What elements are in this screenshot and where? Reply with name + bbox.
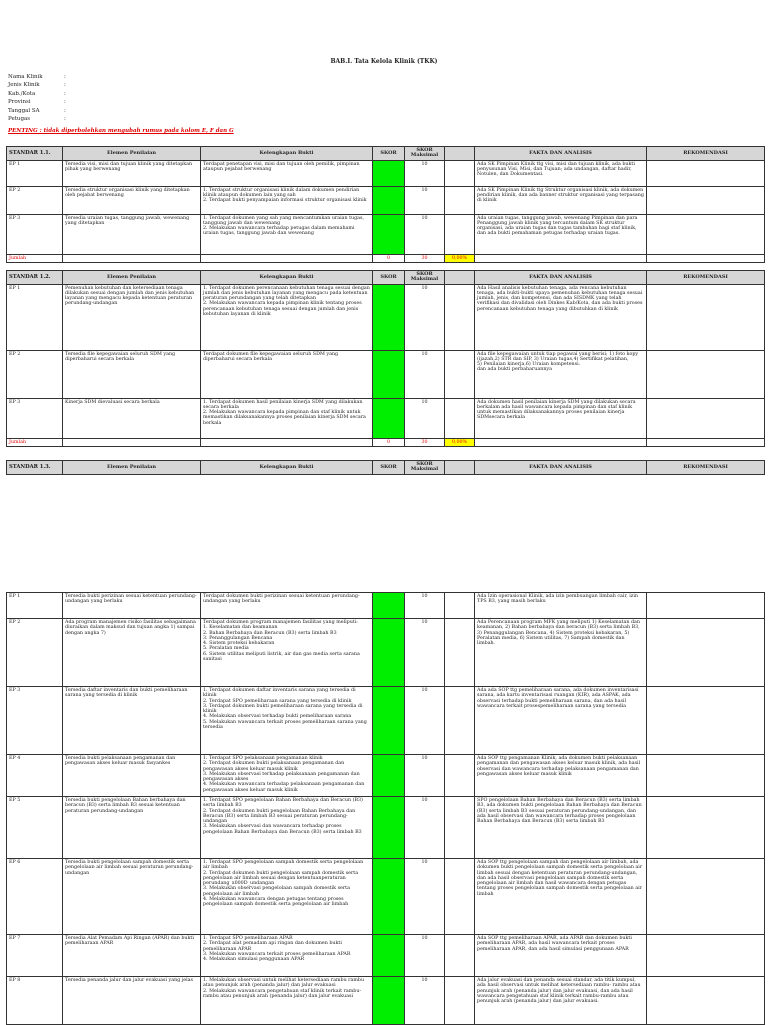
header-bukti: Kelengkapan Bukti (201, 147, 373, 161)
bukti-cell: 1. Terdapat SPO pengelolaan Bahan Berbahaya dan Beracun (B3) serta limbah B3 2. Terdapat dokumen bukti pengelolaan Bahan Berbahaya dan Beracun (B3) serta limbah B3 sesuai peraturan perundang-undangan 3. Melakukan observasi dan wawancara terhadap proses pengelolaan Bahan Berbahaya dan Beracun (B3) serta limbah B3 (201, 797, 373, 859)
bukti-cell: Terdapat dokumen program manajemen fasilitas yang meliputi: 1. Keselamatan dan keamanan 2. Bahan Berbahaya dan Beracun (B3) serta limbah B3 3. Penanggulangan Bencana 4. Sistem proteksi kebakaran 5. Peralatan media 6. Sistem utilitas meliputi listrik, air dan gas media serta sarana sanitasi (201, 619, 373, 687)
page-title: BAB.I. Tata Kelola Klinik (TKK) (330, 58, 438, 65)
header-fakta: FAKTA DAN ANALISIS (475, 147, 647, 161)
header-percent (445, 147, 475, 161)
percent-cell (445, 186, 475, 214)
rekomendasi-input[interactable] (647, 186, 765, 214)
skor-max-cell: 10 (405, 935, 445, 977)
clinic-info-label: Petugas (8, 116, 31, 123)
table-row (7, 398, 765, 438)
table-row (7, 797, 765, 859)
ep-label: EP 3 (7, 687, 63, 755)
rekomendasi-input[interactable] (647, 593, 765, 619)
jumlah-row (7, 438, 765, 446)
standar-1-2-table (6, 270, 765, 447)
empty-cell (201, 254, 373, 262)
table-row (7, 619, 765, 687)
jumlah-percent: 0,00% (445, 438, 475, 446)
fakta-cell: Ada jalur evakuasi dan penanda sesuai standar, ada titik kumpul, ada hasil observasi untuk melihat ketersediaan rambu- rambu atau penunjuk arah (penanda jalur) dan jalur evakuasi, dan ada hasil wawancara pengetahuan staf klinik terkait rambu-rambu atau penunjuk arah (penanda jalur) dan jalur evakuasi. (475, 977, 647, 1025)
clinic-info-separator: : (64, 99, 66, 106)
percent-cell (445, 284, 475, 350)
elemen-cell: Kinerja SDM dievaluasi secara berkala (63, 398, 201, 438)
standar-label: STANDAR 1.3. (7, 461, 63, 475)
header-skor: SKOR (373, 147, 405, 161)
rekomendasi-input[interactable] (647, 755, 765, 797)
table-row (7, 755, 765, 797)
standar-1-3-table (6, 592, 765, 1025)
table-row (7, 214, 765, 254)
header-bukti: Kelengkapan Bukti (201, 271, 373, 285)
skor-input[interactable] (373, 797, 405, 859)
jumlah-skor: 0 (373, 438, 405, 446)
table-header-row (7, 461, 765, 475)
header-bukti: Kelengkapan Bukti (201, 461, 373, 475)
bukti-cell: Terdapat penetapan visi, misi dan tujuan oleh pemilik, pimpinan ataupun pejabat berwenang (201, 160, 373, 186)
percent-cell (445, 214, 475, 254)
bukti-cell: 1. Terdapat SPO pengelolaan sampah domestik serta pengelolaan air limbah 2. Terdapat dokumen bukti pengelolaan sampah domestik serta pengelolaan air limbah sesuai dengan ketentuanperaturan perundang_x000D_undangan 3. Melakukan observasi pengelolaan sampah domestik serta pengelolaan air limbah 4. Melakukan wawancara dengan petugas tentang proses pengelolaan sampah domestik serta pengelolaan air limbah (201, 859, 373, 935)
elemen-cell: Tersedia Alat Pemadam Api Ringan (APAR) dan bukti pemeliharaan APAR (63, 935, 201, 977)
ep-label: EP 3 (7, 214, 63, 254)
bukti-cell: 1. Terdapat dokumen daftar inventaris sarana yang tersedia di klinik 2. Terdapat SPO pemeliharaan sarana yang tersedia di klinik 3. Terdapat dokumen bukti pemeliharaan sarana yang tersedia di klinik 4. Melakukan observasi terhadap bukti pemeliharaan sarana 5. Melakukan wawancara terkait proses pemeliharaan sarana yang tersedia (201, 687, 373, 755)
ep-label: EP 2 (7, 186, 63, 214)
header-rekomendasi: REKOMENDASI (647, 461, 765, 475)
table-row (7, 160, 765, 186)
skor-input[interactable] (373, 284, 405, 350)
clinic-info-separator: : (64, 107, 66, 114)
rekomendasi-input[interactable] (647, 214, 765, 254)
rekomendasi-input[interactable] (647, 859, 765, 935)
skor-max-cell: 10 (405, 350, 445, 398)
rekomendasi-input[interactable] (647, 619, 765, 687)
header-skor: SKOR (373, 271, 405, 285)
elemen-cell: Tersedia daftar inventaris dan bukti pemeliharaan sarana yang tersedia di klinik (63, 687, 201, 755)
jumlah-max: 30 (405, 438, 445, 446)
jumlah-skor: 0 (373, 254, 405, 262)
fakta-cell: Ada uraian tugas, tanggung jawab, wewenang Pimpinan dan para Penanggung jawab klinik yang tercantum dalam SK struktur organisasi, ada uraian tugas dan tugas tambahan bagi staf klinik, dan ada bukti pemahaman petugas terhadap uraian tugas. (475, 214, 647, 254)
percent-cell (445, 619, 475, 687)
elemen-cell: Tersedia bukti pengelolaan Bahan berbahaya dan beracun (B3) serta limbah B3 sesuai ketentuan peraturan perundang-undangan (63, 797, 201, 859)
elemen-cell: Ada program manajemen risiko fasilitas sebagaimana diuraikan dalam maksud dan tujuan angka 1) sampai dengan angka 7) (63, 619, 201, 687)
percent-cell (445, 350, 475, 398)
ep-label: EP 4 (7, 755, 63, 797)
clinic-info-label: Jenis Klinik (8, 82, 40, 89)
ep-label: EP 5 (7, 797, 63, 859)
standar-label: STANDAR 1.1. (7, 147, 63, 161)
header-skor-max: SKOR Maksimal (405, 271, 445, 285)
header-skor: SKOR (373, 461, 405, 475)
ep-label: EP 2 (7, 619, 63, 687)
jumlah-row (7, 254, 765, 262)
fakta-cell: Ada Hasil analisis kebutuhan tenaga, ada rencana kebutuhan tenaga, ada bukti-bukti upaya pemenuhan kebutuhan tenaga sesuai jumlah, jenis, dan kompetensi, dan ada SISDMK yang telah verifikasi dan divalidasi oleh Dinkes Kab/Kota, dan ada bukti proses perencanaan kebutuhan tenaga yang dibutuhkan di klinik (475, 284, 647, 350)
skor-input[interactable] (373, 593, 405, 619)
empty-cell (647, 254, 765, 262)
clinic-info-label: Nama Klinik (8, 74, 43, 80)
clinic-info-row (8, 98, 66, 106)
header-fakta: FAKTA DAN ANALISIS (475, 461, 647, 475)
header-elemen: Elemen Penilaian (63, 271, 201, 285)
jumlah-percent: 0,00% (445, 254, 475, 262)
empty-cell (475, 438, 647, 446)
skor-max-cell: 10 (405, 859, 445, 935)
skor-max-cell: 10 (405, 186, 445, 214)
standar-1-1-table (6, 146, 765, 263)
fakta-cell: Ada ada SOP ttg pemeliharaan sarana, ada dokumen inventarisasi sarana, ada kartu inventarisasi ruangan (KIR), ada ASPAK, ada observasi terhadap bukti pemeliharaan sarana, dan ada hasil wawancara terkait prosespemeliharaan sarana yang tersedia (475, 687, 647, 755)
clinic-info (8, 73, 66, 123)
percent-cell (445, 797, 475, 859)
clinic-info-row (8, 115, 66, 123)
header-skor-max: SKOR Maksimal (405, 147, 445, 161)
header-elemen: Elemen Penilaian (63, 147, 201, 161)
bukti-cell: 1. Terdapat dokumen hasil penilaian kinerja SDM yang dilakukan secara berkala 2. Melakukan wawancara kepada pimpinan dan staf klinik untuk memastikan dilaksanakannya proses penilaian kinerja SDM secara berkala (201, 398, 373, 438)
table-row (7, 977, 765, 1025)
header-rekomendasi: REKOMENDASI (647, 271, 765, 285)
fakta-cell: Ada SOP ttg pemeliharaan APAR, ada APAR dan dokumen bukti pemeliharaan APAR, ada hasil wawancara terkait proses pemeliharaan APAR, dan ada hasil simulasi penggunaan APAR (475, 935, 647, 977)
table-row (7, 859, 765, 935)
elemen-cell: Tersedia bukti perizinan sesuai ketentuan perundang-undangan yang berlaku (63, 593, 201, 619)
clinic-info-row (8, 90, 66, 98)
bukti-cell: Terdapat dokumen file kepegawaian seluruh SDM yang diperbaharui secara berkala (201, 350, 373, 398)
clinic-info-separator: : (64, 116, 66, 123)
fakta-cell: SPO pengelolaan Bahan Berbahaya dan Beracun (B3) serta limbah B3, ada dokumen bukti pengelolaan Bahan Berbahaya dan Beracun (B3) serta limbah B3 sesuai peraturan perundang-undangan, dan ada hasil observasi dan wawancara terhadap proses pengelolaan Bahan Berbahaya dan Beracun (B3) serta limbah B3 (475, 797, 647, 859)
elemen-cell: Tersedia penanda jalur dan jalur evakuasi yang jelas (63, 977, 201, 1025)
empty-cell (475, 254, 647, 262)
skor-input[interactable] (373, 619, 405, 687)
bukti-cell: Terdapat dokumen bukti perizinan sesuai ketentuan perundang-undangan yang berlaku (201, 593, 373, 619)
header-percent (445, 271, 475, 285)
rekomendasi-input[interactable] (647, 687, 765, 755)
skor-max-cell: 10 (405, 755, 445, 797)
elemen-cell: Tersedia struktur organisasi klinik yang ditetapkan oleh pejabat berwenang (63, 186, 201, 214)
table-row (7, 593, 765, 619)
clinic-info-separator: : (64, 90, 66, 97)
ep-label: EP 1 (7, 593, 63, 619)
bukti-cell: 1. Terdapat struktur organisasi klinik dalam dokumen pendirian klinik ataupun dokumen lain yang sah 2. Terdapat bukti penyampaian informasi struktur organisasi klinik (201, 186, 373, 214)
skor-input[interactable] (373, 687, 405, 755)
rekomendasi-input[interactable] (647, 160, 765, 186)
ep-label: EP 6 (7, 859, 63, 935)
clinic-info-label: Provinsi (8, 99, 31, 106)
fakta-cell: Ada dokumen hasil penilaian kinerja SDM yang dilakukan secara berkalam ada hasil wawancara kepada pimpinan dan staf klinik untuk memastikan dilaksanakannya proses penilaian kinerja SDMsecara berkala (475, 398, 647, 438)
bukti-cell: 1. Terdapat dokumen perencanaan kebutuhan tenaga sesuai dengan jumlah dan jenis kebutuhan layanan yang mengacu pada ketentuan peraturan perundangan yang telah ditetapkan 2. Melakukan wawancara kepada pimpinan klinik tentang proses perencanaan kebutuhan tenaga sesuai dengan jumlah dan jenis kebutuhan layanan di klinik (201, 284, 373, 350)
clinic-info-row (8, 81, 66, 89)
header-rekomendasi: REKOMENDASI (647, 147, 765, 161)
header-fakta: FAKTA DAN ANALISIS (475, 271, 647, 285)
table-row (7, 186, 765, 214)
elemen-cell: Tersedia bukti pelaksanaan pengamanan dan pengawasan akses keluar masuk fasyankes (63, 755, 201, 797)
skor-max-cell: 10 (405, 214, 445, 254)
jumlah-max: 30 (405, 254, 445, 262)
clinic-info-row (8, 73, 66, 81)
fakta-cell: Ada file kepegawaian untuk tiap pegawai yang berisi; 1) foto kopy (ijazah,2) STR dan SIP, 3) Uraian tugas,4) Sertifikat pelatihan, 5) Penilaian kinerja,6) Uraian kompetensi. dan ada bukti perbaharuannya (475, 350, 647, 398)
skor-max-cell: 10 (405, 619, 445, 687)
empty-cell (63, 254, 201, 262)
percent-cell (445, 859, 475, 935)
header-elemen: Elemen Penilaian (63, 461, 201, 475)
ep-label: EP 2 (7, 350, 63, 398)
skor-input[interactable] (373, 186, 405, 214)
skor-input[interactable] (373, 755, 405, 797)
table-header-row (7, 147, 765, 161)
empty-cell (63, 438, 201, 446)
empty-cell (647, 438, 765, 446)
ep-label: EP 7 (7, 935, 63, 977)
skor-max-cell: 10 (405, 797, 445, 859)
fakta-cell: Ada SOP ttg pengamanan Klinik, ada dokumen bukti pelaksanaan pengamanan dan pengawasan akses keluar masuk klinik, ada hasil observasi dan wawancara terhadap pelaksanaan pengamanan dan pengawasan akses keluar masuk klinik (475, 755, 647, 797)
table-header-row (7, 271, 765, 285)
clinic-info-separator: : (64, 74, 66, 80)
percent-cell (445, 593, 475, 619)
ep-label: EP 8 (7, 977, 63, 1025)
skor-max-cell: 10 (405, 977, 445, 1025)
clinic-info-label: Kab./Kota (8, 90, 36, 97)
clinic-info-row (8, 107, 66, 115)
formula-warning: PENTING : tidak diperbolehkan mengubah rumus pada kolom E, F dan G (8, 128, 234, 134)
rekomendasi-input[interactable] (647, 977, 765, 1025)
skor-input[interactable] (373, 214, 405, 254)
fakta-cell: Ada SK Pimpinan Klinik ttg visi, misi dan tujuan klinik, ada bukti penyusunan Visi, Misi, dan Tujuan; ada undangan, daftar hadir, Notulen, dan Dokumentasi. (475, 160, 647, 186)
jumlah-label: Jumlah (7, 254, 63, 262)
ep-label: EP 1 (7, 284, 63, 350)
fakta-cell: Ada SOP ttg pengelolaan sampah dan pengelolaan air limbah, ada dokumen bukti pengelolaan sampah domestik serta pengelolaan air limbah sesuai dengan ketentuan peraturan perundang-undangan, dan ada hasil observasi pengelolaan sampah domestik serta pengelolaan air limbah dan hasil wawancara dengan petugas tentang proses pengelolaan sampah domestik serta pengelolaan air limbah (475, 859, 647, 935)
rekomendasi-input[interactable] (647, 797, 765, 859)
table-row (7, 687, 765, 755)
fakta-cell: Ada SK Pimpinan Klinik ttg Struktur organisasi klinik, ada dokumen pendirian klinik, dan ada banner struktur organisasi yang terpasang di klinik (475, 186, 647, 214)
jumlah-label: Jumlah (7, 438, 63, 446)
elemen-cell: Pemenuhan kebutuhan dan ketersediaan tenaga dilakukan sesuai dengan jumlah dan jenis kebutuhan layanan yang mengacu kepada ketentuan peraturan perundang-undangan (63, 284, 201, 350)
percent-cell (445, 977, 475, 1025)
percent-cell (445, 160, 475, 186)
table-row (7, 350, 765, 398)
fakta-cell: Ada Perencanaan program MFK yang meliputi 1) Keselamatan dan keamanan, 2) Bahan berbahaya dan beracun (B3) serta limbah B3, 3) Penanggulangan Bencana, 4) Sistem proteksi kebakaran, 5) Peralatan media, 6) Sistem utilitas, 7) Sampah domestik dan limbah. (475, 619, 647, 687)
elemen-cell: Tersedia file kepegawaian seluruh SDM yang diperbaharui secara berkala (63, 350, 201, 398)
skor-input[interactable] (373, 935, 405, 977)
elemen-cell: Tersedia bukti pengelolaan sampah domestik serta pengelolaan air limbah sesuai peraturan perundang-undangan (63, 859, 201, 935)
rekomendasi-input[interactable] (647, 284, 765, 350)
clinic-info-label: Tanggal SA (8, 107, 40, 114)
percent-cell (445, 935, 475, 977)
percent-cell (445, 687, 475, 755)
standar-1-3-header-table (6, 460, 765, 475)
rekomendasi-input[interactable] (647, 350, 765, 398)
ep-label: EP 3 (7, 398, 63, 438)
skor-max-cell: 10 (405, 160, 445, 186)
empty-cell (201, 438, 373, 446)
bukti-cell: 1. Terdapat dokumen yang sah yang mencantumkan uraian tugas, tanggung jawab dan wewenang 2. Melakukan wawancara terhadap petugas dalam memahami uraian tugas, tanggung jawab dan wewenang (201, 214, 373, 254)
skor-input[interactable] (373, 350, 405, 398)
skor-input[interactable] (373, 977, 405, 1025)
table-row (7, 935, 765, 977)
elemen-cell: Tersedia visi, misi dan tujuan klinik yang ditetapkan pihak yang berwenang (63, 160, 201, 186)
clinic-info-separator: : (64, 82, 66, 89)
percent-cell (445, 755, 475, 797)
bukti-cell: 1. Terdapat SPO pelaksanaan pengamanan klinik 2. Terdapat dokumen bukti pelaksanaan pengamanan dan pengawasan akses keluar masuk klinik 3. Melakukan observasi terhadap pelaksanaan pengamanan dan pengawasan akses 4. Melakukan wawancara terhadap pelaksanaan pengamanan dan pengawasan akses keluar masuk klinik (201, 755, 373, 797)
header-percent (445, 461, 475, 475)
bukti-cell: 1. Melakukan observasi untuk melihat ketersediaan rambu rambu atau penunjuk arah (penanda jalur) dan jalur evakuasi 2. Melakukan wawancara pengetahuan staf klinik terkait rambu-rambu atau penunjuk arah (penanda jalur) dan jalur evakuasi (201, 977, 373, 1025)
elemen-cell: Tersedia uraian tugas, tanggung jawab, wewenang yang ditetapkan (63, 214, 201, 254)
skor-input[interactable] (373, 859, 405, 935)
skor-input[interactable] (373, 398, 405, 438)
percent-cell (445, 398, 475, 438)
skor-max-cell: 10 (405, 284, 445, 350)
header-skor-max: SKOR Maksimal (405, 461, 445, 475)
table-row (7, 284, 765, 350)
rekomendasi-input[interactable] (647, 398, 765, 438)
ep-label: EP 1 (7, 160, 63, 186)
skor-max-cell: 10 (405, 593, 445, 619)
skor-max-cell: 10 (405, 398, 445, 438)
bukti-cell: 1. Terdapat SPO pemeliharaan APAR 2. Terdapat alat pemadam api ringan dan dokumen bukti pemeliharaan APAR 3. Melakukan wawancara terkait proses pemeliharaan APAR 4. Melakukan simulasi penggunaan APAR (201, 935, 373, 977)
rekomendasi-input[interactable] (647, 935, 765, 977)
standar-label: STANDAR 1.2. (7, 271, 63, 285)
fakta-cell: Ada Izin operasional Klinik, ada izin pembuangan limbah cair, izin TPS B3, yang masih berlaku (475, 593, 647, 619)
skor-max-cell: 10 (405, 687, 445, 755)
skor-input[interactable] (373, 160, 405, 186)
